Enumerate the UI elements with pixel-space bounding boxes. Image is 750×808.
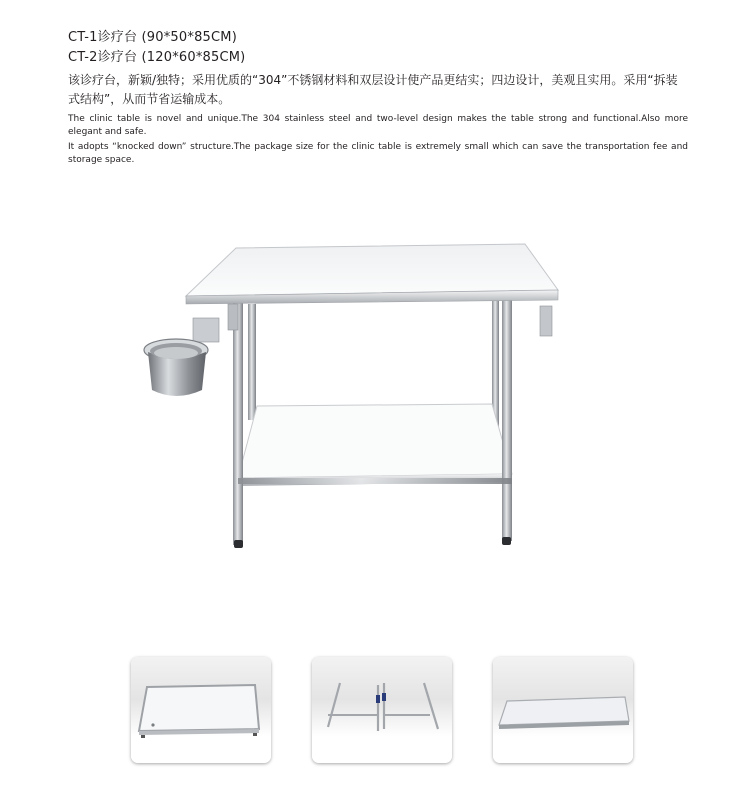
description-chinese: 该诊疗台，新颖/独特；采用优质的“304”不锈钢材料和双层设计使产品更结实；四边设计，美观且实用。采用“拆装式结构”，从而节省运输成本。 xyxy=(68,73,678,106)
spec-ct2: CT-2诊疗台 (120*60*85CM) xyxy=(68,50,246,65)
thumbnail-shelf-panel[interactable] xyxy=(493,657,633,763)
spec-ct1: CT-1诊疗台 (90*50*85CM) xyxy=(68,30,237,45)
thumbnail-leg-frames[interactable] xyxy=(312,657,452,763)
thumbnail-table-top[interactable] xyxy=(131,657,271,763)
description-english-line-1: The clinic table is novel and unique.The 304 stainless steel and two-level design makes the table strong and functional.Also more elegant and safe. xyxy=(68,114,688,137)
clinic-table-photo xyxy=(130,232,580,562)
description-english-line-2: It adopts “knocked down” structure.The package size for the clinic table is extremely small which can save the transportation fee and storage space. xyxy=(68,142,688,165)
description-english xyxy=(68,113,688,169)
